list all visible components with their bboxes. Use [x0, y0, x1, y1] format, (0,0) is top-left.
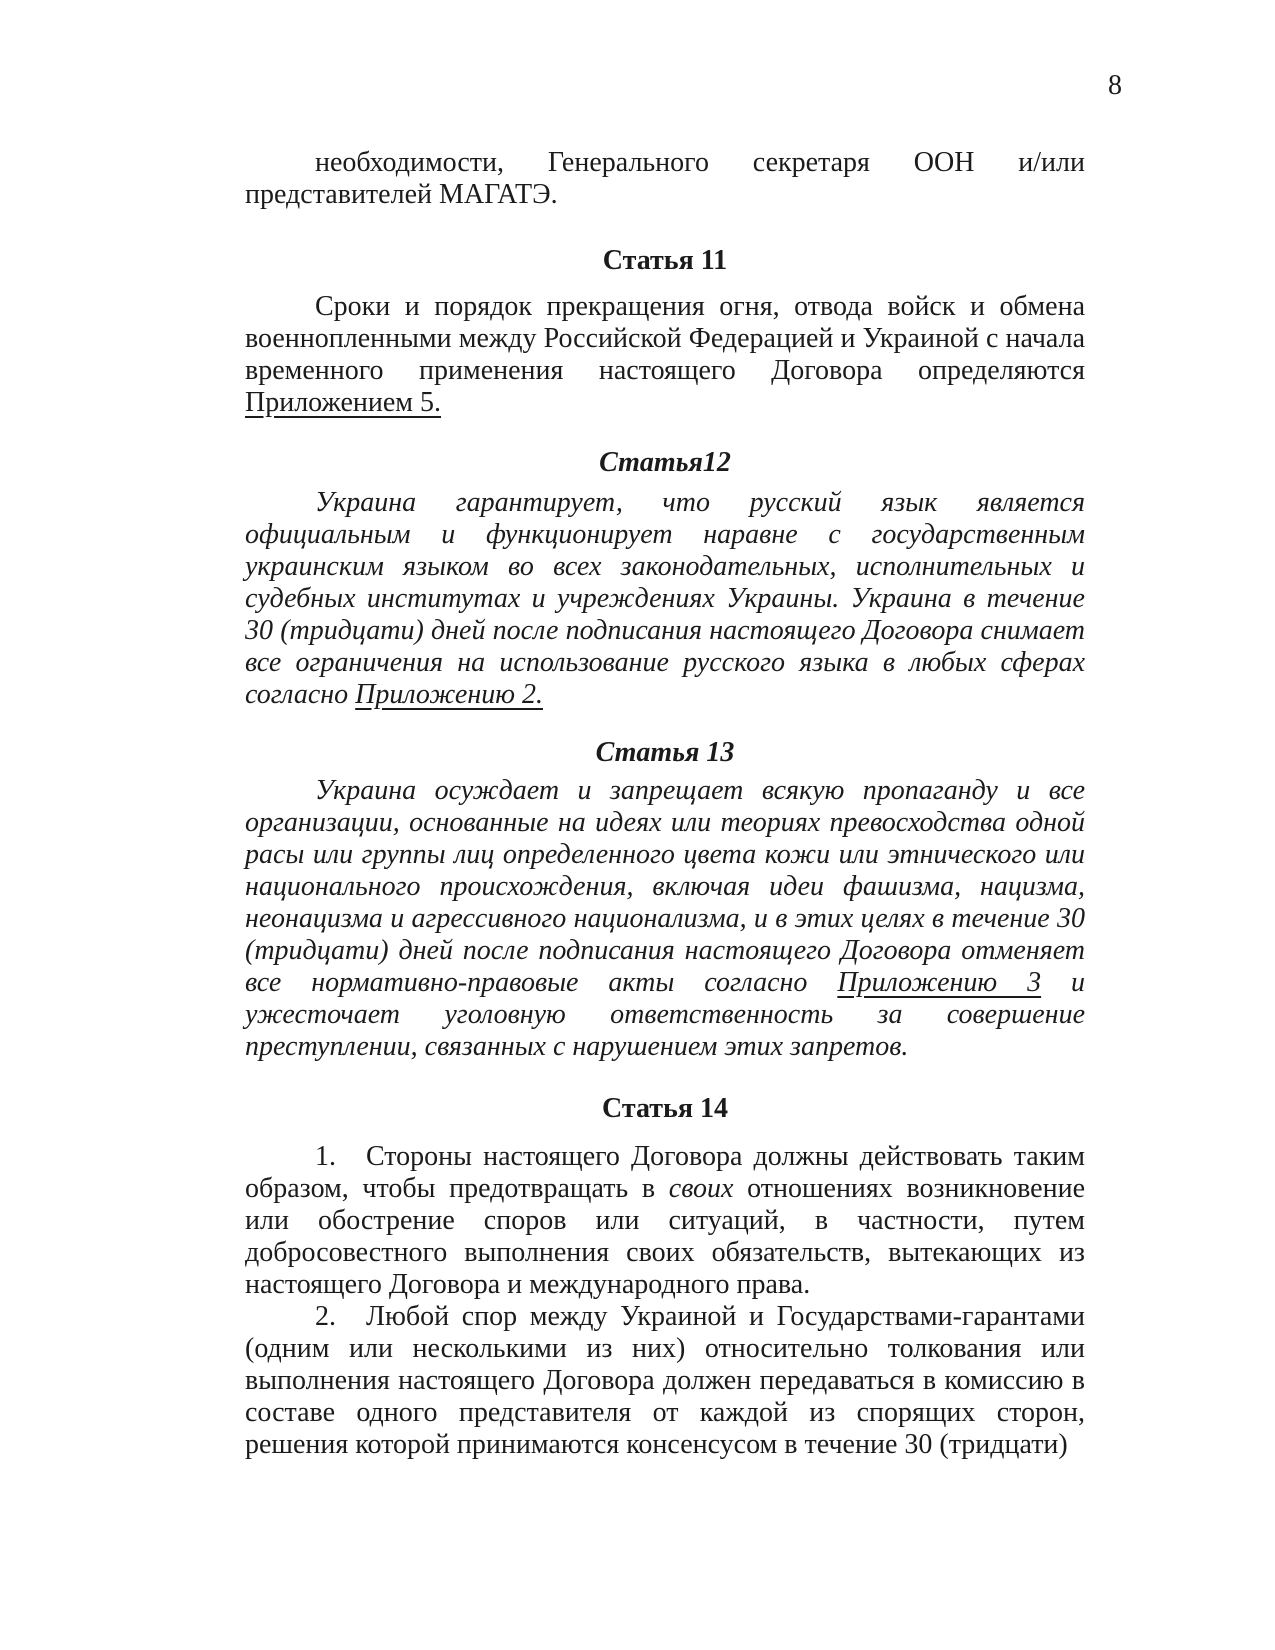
clause-number: 1. [315, 1141, 336, 1172]
annex-5-reference: Приложением 5. [245, 387, 441, 418]
page-number: 8 [1108, 70, 1122, 101]
text-segment: и ужесточает уголовную ответственность за совершение преступлении, связанных с нарушением этих запретов. [245, 967, 1086, 1062]
paragraph-continuation [245, 147, 1085, 211]
text-segment: Сроки и порядок прекращения огня, отвода войск и обмена военнопленными между Российской Федерацией и Украиной с начала временного применения настоящего Договора определяются [245, 291, 1085, 386]
text-segment: Любой спор между Украиной и Государствами-гарантами (одним или несколькими из них) относительно толкования или выполнения настоящего Договора должен передаваться в комиссию в составе одного представителя от каждой из спорящих сторон, решения которой принимаются консенсусом в течение 30 (тридцати) [245, 1301, 1085, 1460]
text-segment: Украина осуждает и запрещает всякую пропаганду и все организации, основанные на идеях или теориях превосходства одной расы или группы лиц определенного цвета кожи или этнического или национального происхождения, включая идеи фашизма, нацизма, неонацизма и агрессивного национализма, и в этих целях в течение 30 (тридцати) дней после подписания настоящего Договора отменяет все нормативно-правовые акты согласно [245, 775, 1085, 998]
article-14-clause-2 [245, 1301, 1085, 1461]
annex-3-reference: Приложению 3 [837, 967, 1042, 998]
text-segment: необходимости, Генерального секретаря ООН и/или представителей МАГАТЭ. [245, 147, 1085, 210]
annex-2-reference: Приложению 2. [355, 679, 543, 710]
article-11-heading: Статья 11 [602, 245, 728, 276]
article-12-heading: Статья12 [599, 447, 731, 478]
emphasized-text: своих [668, 1173, 734, 1204]
article-12-paragraph [245, 487, 1085, 711]
clause-number: 2. [315, 1301, 336, 1332]
article-13-heading: Статья 13 [595, 737, 735, 768]
article-14-clause-1 [245, 1141, 1085, 1301]
text-segment: Стороны настоящего Договора должны действовать таким образом, чтобы предотвращать в [245, 1141, 1085, 1204]
text-segment: отношениях возникновение или обострение споров или ситуаций, в частности, путем добросовестного выполнения своих обязательств, вытекающих из настоящего Договора и международного права. [245, 1173, 1085, 1300]
article-11-paragraph [245, 291, 1085, 419]
article-14-heading: Статья 14 [602, 1093, 728, 1124]
text-segment: Украина гарантирует, что русский язык является официальным и функционирует наравне с государственным украинским языком во всех законодательных, исполнительных и судебных институтах и учреждениях Украины. Украина в течение 30 (тридцати) дней после подписания настоящего Договора снимает все ограничения на использование русского языка в любых сферах согласно [245, 487, 1085, 710]
article-13-paragraph [245, 775, 1085, 1063]
